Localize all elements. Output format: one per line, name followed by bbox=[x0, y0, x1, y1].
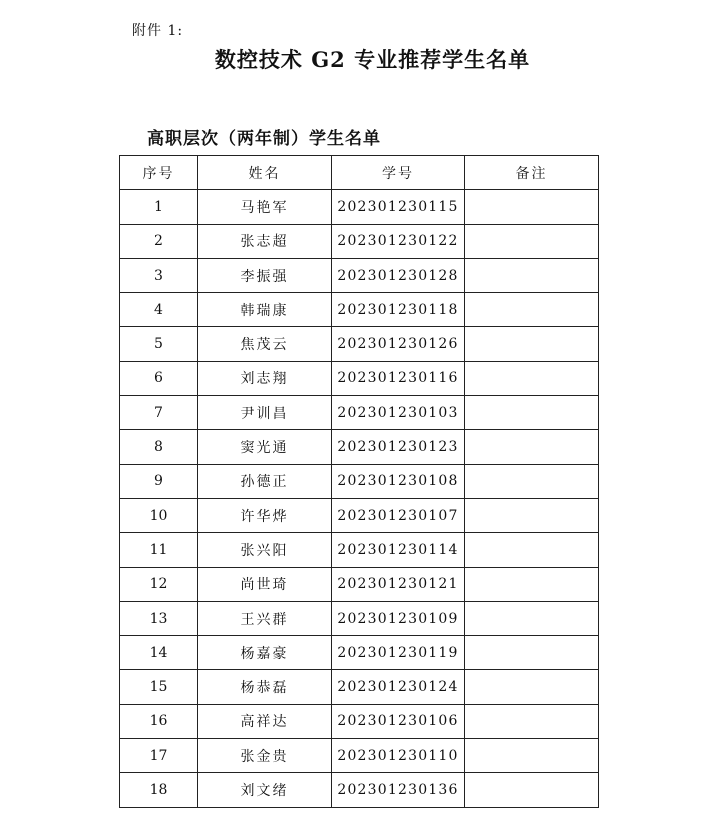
table-row bbox=[120, 224, 599, 258]
student-name-cell: 尹训昌 bbox=[198, 396, 332, 430]
student-id-cell: 202301230115 bbox=[332, 190, 465, 224]
document-title: 数控技术 G2 专业推荐学生名单 bbox=[214, 47, 531, 72]
student-name-cell: 刘文绪 bbox=[198, 773, 332, 807]
remarks-cell bbox=[465, 258, 599, 292]
student-name-cell: 许华烨 bbox=[198, 498, 332, 532]
student-name-cell: 杨恭磊 bbox=[198, 670, 332, 704]
remarks-cell bbox=[465, 670, 599, 704]
remarks-cell bbox=[465, 533, 599, 567]
student-id-cell: 202301230106 bbox=[332, 704, 465, 738]
student-id-cell: 202301230108 bbox=[332, 464, 465, 498]
row-number-cell: 17 bbox=[120, 739, 198, 773]
row-number-cell: 16 bbox=[120, 704, 198, 738]
student-name-cell: 杨嘉豪 bbox=[198, 636, 332, 670]
student-name-cell: 张志超 bbox=[198, 224, 332, 258]
student-id-cell: 202301230118 bbox=[332, 293, 465, 327]
remarks-cell bbox=[465, 430, 599, 464]
row-number-cell: 1 bbox=[120, 190, 198, 224]
row-number-cell: 8 bbox=[120, 430, 198, 464]
remarks-cell bbox=[465, 739, 599, 773]
table-row bbox=[120, 327, 599, 361]
row-number-cell: 11 bbox=[120, 533, 198, 567]
header-remarks: 备注 bbox=[465, 156, 599, 190]
row-number-cell: 9 bbox=[120, 464, 198, 498]
table-row bbox=[120, 533, 599, 567]
remarks-cell bbox=[465, 464, 599, 498]
table-row bbox=[120, 430, 599, 464]
table-body bbox=[120, 190, 599, 807]
student-id-cell: 202301230124 bbox=[332, 670, 465, 704]
table-row bbox=[120, 396, 599, 430]
row-number-cell: 13 bbox=[120, 601, 198, 635]
row-number-cell: 7 bbox=[120, 396, 198, 430]
table-header-row bbox=[120, 156, 599, 190]
student-id-cell: 202301230103 bbox=[332, 396, 465, 430]
student-name-cell: 马艳军 bbox=[198, 190, 332, 224]
table-row bbox=[120, 739, 599, 773]
student-name-cell: 高祥达 bbox=[198, 704, 332, 738]
row-number-cell: 12 bbox=[120, 567, 198, 601]
remarks-cell bbox=[465, 327, 599, 361]
table-row bbox=[120, 464, 599, 498]
student-name-cell: 张金贵 bbox=[198, 739, 332, 773]
student-id-cell: 202301230128 bbox=[332, 258, 465, 292]
student-name-cell: 张兴阳 bbox=[198, 533, 332, 567]
remarks-cell bbox=[465, 773, 599, 807]
row-number-cell: 3 bbox=[120, 258, 198, 292]
row-number-cell: 6 bbox=[120, 361, 198, 395]
remarks-cell bbox=[465, 704, 599, 738]
remarks-cell bbox=[465, 361, 599, 395]
table-row bbox=[120, 498, 599, 532]
student-name-cell: 王兴群 bbox=[198, 601, 332, 635]
remarks-cell bbox=[465, 498, 599, 532]
student-id-cell: 202301230122 bbox=[332, 224, 465, 258]
student-id-cell: 202301230116 bbox=[332, 361, 465, 395]
table-row bbox=[120, 704, 599, 738]
header-name: 姓名 bbox=[198, 156, 332, 190]
row-number-cell: 15 bbox=[120, 670, 198, 704]
student-name-cell: 刘志翔 bbox=[198, 361, 332, 395]
student-id-cell: 202301230121 bbox=[332, 567, 465, 601]
section-subtitle: 高职层次（两年制）学生名单 bbox=[147, 129, 381, 149]
remarks-cell bbox=[465, 567, 599, 601]
row-number-cell: 5 bbox=[120, 327, 198, 361]
student-name-cell: 韩瑞康 bbox=[198, 293, 332, 327]
student-id-cell: 202301230110 bbox=[332, 739, 465, 773]
row-number-cell: 10 bbox=[120, 498, 198, 532]
student-id-cell: 202301230126 bbox=[332, 327, 465, 361]
table-row bbox=[120, 190, 599, 224]
student-name-cell: 焦茂云 bbox=[198, 327, 332, 361]
row-number-cell: 14 bbox=[120, 636, 198, 670]
table-row bbox=[120, 636, 599, 670]
remarks-cell bbox=[465, 224, 599, 258]
remarks-cell bbox=[465, 636, 599, 670]
student-id-cell: 202301230107 bbox=[332, 498, 465, 532]
header-no: 序号 bbox=[120, 156, 198, 190]
table-row bbox=[120, 601, 599, 635]
student-name-cell: 李振强 bbox=[198, 258, 332, 292]
student-id-cell: 202301230123 bbox=[332, 430, 465, 464]
attachment-label: 附件 1: bbox=[132, 23, 184, 39]
remarks-cell bbox=[465, 601, 599, 635]
remarks-cell bbox=[465, 190, 599, 224]
table-row bbox=[120, 361, 599, 395]
header-student-id: 学号 bbox=[332, 156, 465, 190]
student-id-cell: 202301230119 bbox=[332, 636, 465, 670]
row-number-cell: 4 bbox=[120, 293, 198, 327]
table-row bbox=[120, 258, 599, 292]
table-row bbox=[120, 567, 599, 601]
table-row bbox=[120, 773, 599, 807]
student-roster-table bbox=[119, 155, 599, 808]
table-row bbox=[120, 670, 599, 704]
student-id-cell: 202301230136 bbox=[332, 773, 465, 807]
table-row bbox=[120, 293, 599, 327]
remarks-cell bbox=[465, 396, 599, 430]
student-id-cell: 202301230109 bbox=[332, 601, 465, 635]
student-name-cell: 尚世琦 bbox=[198, 567, 332, 601]
student-name-cell: 窦光通 bbox=[198, 430, 332, 464]
student-name-cell: 孙德正 bbox=[198, 464, 332, 498]
row-number-cell: 2 bbox=[120, 224, 198, 258]
student-id-cell: 202301230114 bbox=[332, 533, 465, 567]
row-number-cell: 18 bbox=[120, 773, 198, 807]
remarks-cell bbox=[465, 293, 599, 327]
